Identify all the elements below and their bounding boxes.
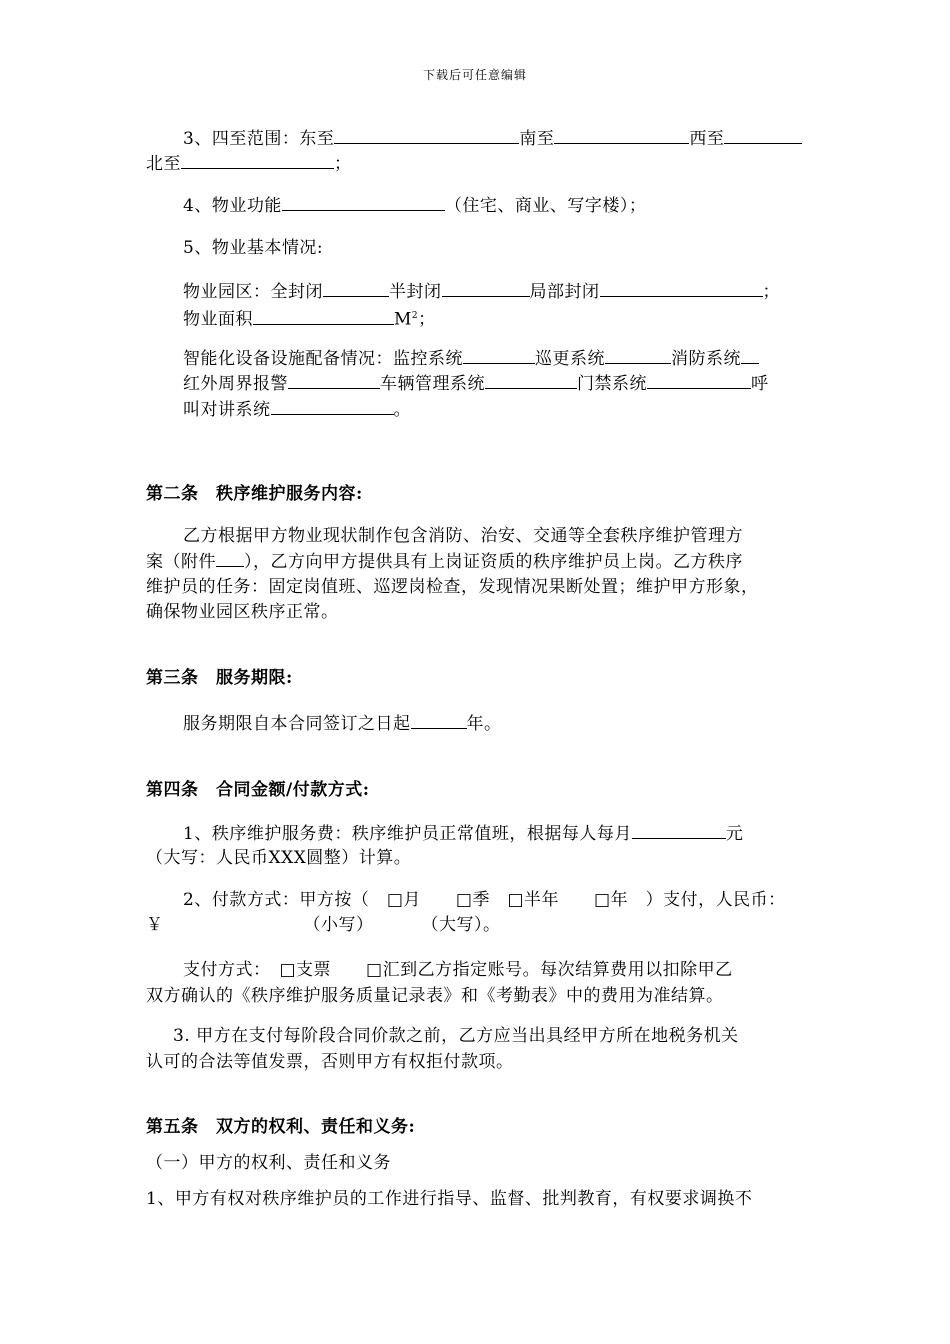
method-line-1: 支付方式： □支票 □汇到乙方指定账号。每次结算费用以扣除甲乙 <box>183 960 733 980</box>
invoice-line-2: 认可的合法等值发票，否则甲方有权拒付款项。 <box>146 1052 514 1072</box>
article-5-title: 第五条 双方的权利、责任和义务: <box>146 1117 416 1137</box>
invoice-line-1: 3. 甲方在支付每阶段合同价款之前，乙方应当出具经甲方所在地税务机关 <box>173 1026 739 1046</box>
fire-blank[interactable] <box>741 346 759 364</box>
south-blank[interactable] <box>554 126 689 144</box>
article-3-title: 第三条 服务期限: <box>146 668 293 688</box>
payment-line-1: 2、付款方式：甲方按（ □月 □季 □半年 □年 ）支付，人民币： <box>183 890 786 910</box>
fee-line-2: （大写：人民币XXX圆整）计算。 <box>146 848 412 868</box>
article-2-line-4: 确保物业园区秩序正常。 <box>146 602 339 622</box>
page-header: 下载后可任意编辑 <box>422 68 527 82</box>
boundary-line-2: 北至 ； <box>146 151 352 176</box>
article-4-title: 第四条 合同金额/付款方式: <box>146 780 370 800</box>
property-basic-heading: 5、物业基本情况: <box>183 238 324 258</box>
function-blank[interactable] <box>282 193 445 211</box>
infrared-blank[interactable] <box>288 371 380 389</box>
north-blank[interactable] <box>181 151 334 169</box>
article-2-line-1: 乙方根据甲方物业现状制作包含消防、治安、交通等全套秩序维护管理方 <box>183 526 743 546</box>
area-line: 物业面积 $M^2$； <box>183 304 436 332</box>
annex-blank[interactable] <box>216 549 244 567</box>
equip-line-3: 叫对讲系统 。 <box>183 397 411 422</box>
area-blank[interactable] <box>253 307 394 325</box>
vehicle-blank[interactable] <box>485 371 577 389</box>
west-blank[interactable] <box>724 126 802 144</box>
boundary-line: 3、四至范围：东至 南至 西至 <box>183 126 802 151</box>
method-line-2: 双方确认的《秩序维护服务质量记录表》和《考勤表》中的费用为准结算。 <box>146 986 724 1006</box>
equip-line-2: 红外周界报警 车辆管理系统 门禁系统 呼 <box>183 371 769 396</box>
article-2-line-3: 维护员的任务：固定岗值班、巡逻岗检查，发现情况果断处置；维护甲方形象， <box>146 577 759 597</box>
years-blank[interactable] <box>411 711 467 729</box>
full-closed-blank[interactable] <box>323 279 389 297</box>
intercom-blank[interactable] <box>271 397 394 415</box>
article-3-body: 服务期限自本合同签订之日起 年。 <box>183 711 502 736</box>
article-2-line-2: 案（附件 ），乙方向甲方提供具有上岗证资质的秩序维护员上岗。乙方秩序 <box>146 549 743 574</box>
article-5-sub-1: （一）甲方的权利、责任和义务 <box>146 1153 391 1173</box>
park-line: 物业园区：全封闭 半封闭 局部封闭 ； <box>183 279 780 304</box>
east-blank[interactable] <box>334 126 519 144</box>
partial-closed-blank[interactable] <box>600 279 763 297</box>
monitor-blank[interactable] <box>463 346 535 364</box>
half-closed-blank[interactable] <box>442 279 530 297</box>
patrol-blank[interactable] <box>605 346 671 364</box>
door-blank[interactable] <box>647 371 751 389</box>
article-2-title: 第二条 秩序维护服务内容: <box>146 484 363 504</box>
property-function: 4、物业功能 （住宅、商业、写字楼）； <box>183 193 646 218</box>
equip-line-1: 智能化设备设施配备情况：监控系统 巡更系统 消防系统 <box>183 346 759 371</box>
fee-line-1: 1、秩序维护服务费：秩序维护员正常值班，根据每人每月 元 <box>183 821 743 846</box>
article-5-item-1: 1、甲方有权对秩序维护员的工作进行指导、监督、批判教育，有权要求调换不 <box>146 1189 753 1209</box>
payment-line-2: ￥ （小写） （大写）。 <box>146 915 501 935</box>
monthly-fee-blank[interactable] <box>632 821 726 839</box>
